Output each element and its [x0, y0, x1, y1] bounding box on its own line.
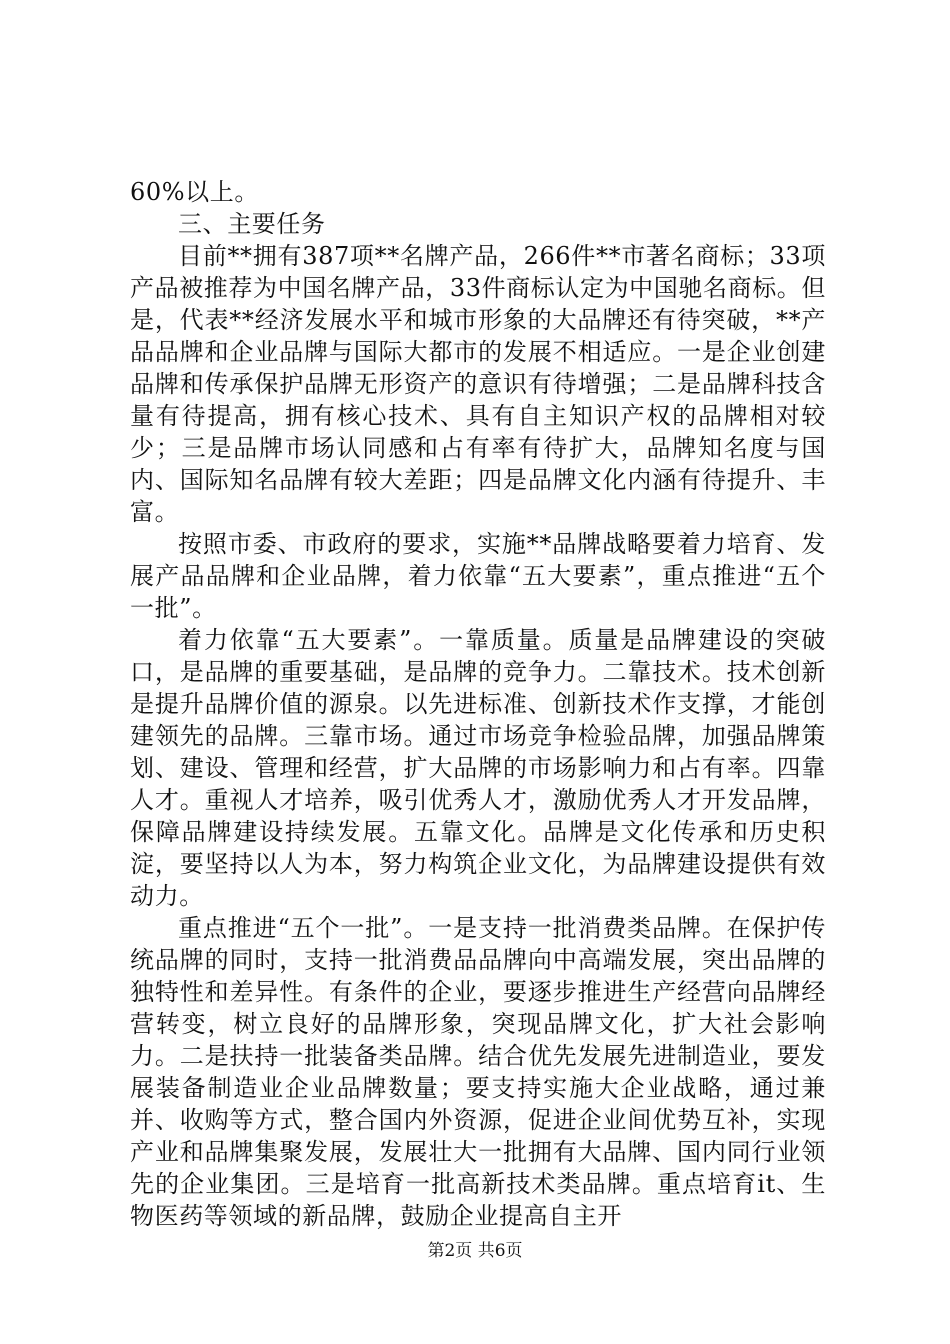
paragraph-fragment: 60%以上。	[130, 178, 259, 206]
paragraph: 重点推进“五个一批”。一是支持一批消费类品牌。在保护传统品牌的同时，支持一批消费品品牌向中高端发展，突出品牌的独特性和差异性。有条件的企业，要逐步推进生产经营向品牌经营转变，树立良好的品牌形象，突现品牌文化，扩大社会影响力。二是扶持一批装备类品牌。结合优先发展先进制造业，要发展装备制造业企业品牌数量；要支持实施大企业战略，通过兼并、收购等方式，整合国内外资源，促进企业间优势互补，实现产业和品牌集聚发展，发展壮大一批拥有大品牌、国内同行业领先的企业集团。三是培育一批高新技术类品牌。重点培育it、生物医药等领域的新品牌，鼓励企业提高自主开	[130, 914, 826, 1230]
document-body	[130, 176, 826, 1232]
paragraph: 着力依靠“五大要素”。一靠质量。质量是品牌建设的突破口，是品牌的重要基础，是品牌的竞争力。二靠技术。技术创新是提升品牌价值的源泉。以先进标准、创新技术作支撑，才能创建领先的品牌。三靠市场。通过市场竞争检验品牌，加强品牌策划、建设、管理和经营，扩大品牌的市场影响力和占有率。四靠人才。重视人才培养，吸引优秀人才，激励优秀人才开发品牌，保障品牌建设持续发展。五靠文化。品牌是文化传承和历史积淀，要坚持以人为本，努力构筑企业文化，为品牌建设提供有效动力。	[130, 626, 826, 910]
paragraph: 按照市委、市政府的要求，实施**品牌战略要着力培育、发展产品品牌和企业品牌，着力依靠“五大要素”，重点推进“五个一批”。	[130, 530, 826, 622]
page-number: 第2页 共6页	[427, 1241, 523, 1261]
page-footer	[0, 1240, 950, 1262]
section-heading: 三、主要任务	[178, 210, 326, 238]
paragraph: 目前**拥有387项**名牌产品，266件**市著名商标；33项产品被推荐为中国名牌产品，33件商标认定为中国驰名商标。但是，代表**经济发展水平和城市形象的大品牌还有待突破，**产品品牌和企业品牌与国际大都市的发展不相适应。一是企业创建品牌和传承保护品牌无形资产的意识有待增强；二是品牌科技含量有待提高，拥有核心技术、具有自主知识产权的品牌相对较少；三是品牌市场认同感和占有率有待扩大，品牌知名度与国内、国际知名品牌有较大差距；四是品牌文化内涵有待提升、丰富。	[130, 242, 826, 526]
